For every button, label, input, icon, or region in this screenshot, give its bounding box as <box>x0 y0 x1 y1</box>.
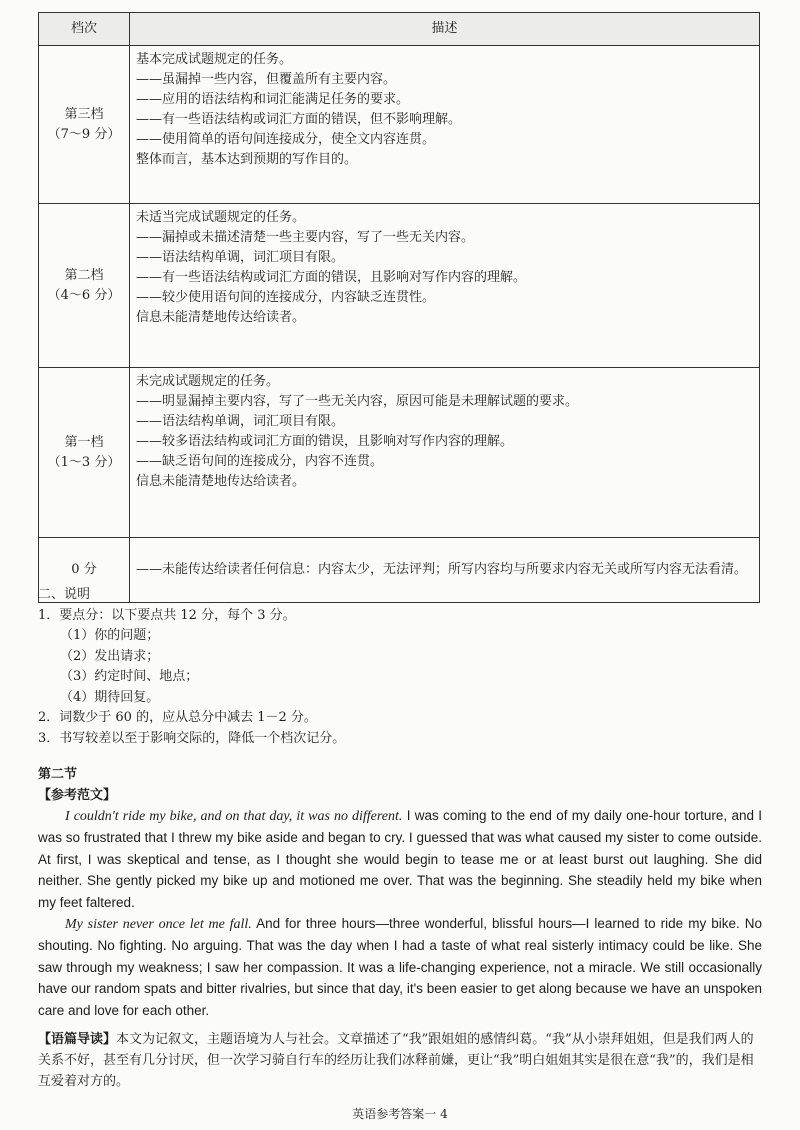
description-cell <box>130 368 760 538</box>
level-name: 第三档 <box>64 106 104 122</box>
description-line: ——使用简单的语句间连接成分，使全文内容连贯。 <box>136 132 436 147</box>
essay-paragraph <box>38 913 762 1021</box>
essay-paragraph <box>38 805 762 913</box>
description-cell <box>130 204 760 368</box>
point-item: （3）约定时间、地点； <box>60 669 199 684</box>
description-line: 未完成试题规定的任务。 <box>136 374 280 389</box>
essay-italic-lead: My sister never once let me fall. <box>65 917 252 933</box>
table-header-row <box>39 13 760 46</box>
header-description: 描述 <box>130 13 760 46</box>
grading-table <box>38 12 760 603</box>
scoring-notes <box>38 585 762 749</box>
description-line: ——应用的语法结构和词汇能满足任务的要求。 <box>136 92 410 107</box>
description-line: ——漏掉或未描述清楚一些主要内容，写了一些无关内容。 <box>136 230 475 245</box>
level-cell <box>39 368 130 538</box>
description-line: ——明显漏掉主要内容，写了一些无关内容，原因可能是未理解试题的要求。 <box>136 394 579 409</box>
point-item: （2）发出请求； <box>60 648 160 664</box>
description-line: ——未能传达给读者任何信息：内容太少，无法评判；所写内容均与所要求内容无关或所写内容无法看清。 <box>136 562 748 577</box>
level-cell <box>39 46 130 204</box>
essay-italic-lead: I couldn't ride my bike, and on that day, it was no different. <box>65 809 403 824</box>
level-cell <box>39 204 130 368</box>
header-level: 档次 <box>39 13 130 46</box>
level-name: 第二档 <box>64 267 104 283</box>
note-item: 2．词数少于 60 的，应从总分中减去 1－2 分。 <box>38 710 317 725</box>
level-name: 第一档 <box>64 434 104 450</box>
description-cell <box>130 46 760 204</box>
description-line: ——语法结构单调，词汇项目有限。 <box>136 250 345 265</box>
description-line: ——虽漏掉一些内容，但覆盖所有主要内容。 <box>136 72 397 87</box>
description-line: ——有一些语法结构或词汇方面的错误，但不影响理解。 <box>136 112 462 127</box>
page-footer: 英语参考答案一 4 <box>352 1107 448 1121</box>
section-title: 第二节 <box>38 767 78 782</box>
point-item: （4）期待回复。 <box>60 689 160 705</box>
level-range: （4～6 分） <box>47 287 121 303</box>
notes-heading: 二、说明 <box>38 587 91 602</box>
description-line: ——语法结构单调，词汇项目有限。 <box>136 414 345 429</box>
guide-text: 本文为记叙文，主题语境为人与社会。文章描述了“我”跟姐姐的感情纠葛。“我”从小崇拜姐姐，但是我们两人的关系不好，甚至有几分讨厌，但一次学习骑自行车的经历让我们冰释前嫌，更让“我”明白姐姐其实是很在意“我”的，我们是相互爱着对方的。 <box>38 1032 754 1089</box>
table-row <box>39 46 760 204</box>
table-row <box>39 204 760 368</box>
description-line: ——缺乏语句间的连接成分，内容不连贯。 <box>136 454 384 469</box>
description-line: ——较多语法结构或词汇方面的错误，且影响对写作内容的理解。 <box>136 434 514 449</box>
description-line: ——较少使用语句间的连接成分，内容缺乏连贯性。 <box>136 290 436 305</box>
level-range: （1～3 分） <box>47 454 121 470</box>
guide-label: 【语篇导读】 <box>38 1032 117 1047</box>
description-line: 基本完成试题规定的任务。 <box>136 52 293 67</box>
table-row <box>39 368 760 538</box>
description-line: 信息未能清楚地传达给读者。 <box>136 310 306 325</box>
essay-text: And for three hours—three wonderful, blissful hours—I learned to ride my bike. No shouting. No fighting. No arguing. That was the day when I had a taste of what real sisterly intimacy could be like. She saw through my weakness; I saw her compassion. It was a life-changing experience, not a miracle. We still occasionally have our random spats and bitter rivalries, but since that day, it's been easier to get along because we have an unspoken care and love for each other. <box>38 916 763 1018</box>
note-item: 1．要点分：以下要点共 12 分，每个 3 分。 <box>38 607 296 623</box>
level-name: 0 分 <box>71 562 97 577</box>
passage-guide <box>38 1029 762 1092</box>
guide-paragraph <box>38 1029 762 1092</box>
description-line: 未适当完成试题规定的任务。 <box>136 210 306 225</box>
description-line: ——有一些语法结构或词汇方面的错误，且影响对写作内容的理解。 <box>136 270 527 285</box>
section-subtitle: 【参考范文】 <box>38 788 117 803</box>
point-item: （1）你的问题； <box>60 628 160 643</box>
note-item: 3．书写较差以至于影响交际的，降低一个档次记分。 <box>38 730 346 746</box>
level-range: （7～9 分） <box>47 126 121 142</box>
description-line: 信息未能清楚地传达给读者。 <box>136 474 306 489</box>
essay-text: I was coming to the end of my daily one-hour torture, and I was so frustrated that I threw my bike aside and began to cry. I guessed that was what caused my sister to come outside. At first, I was skeptical and tense, as I thought she would begin to tease me or at least burst out laughing. She did neither. She gently picked my bike up and motioned me over. That was the beginning. She steadily held my bike when my feet faltered. <box>38 808 763 910</box>
description-line: 整体而言，基本达到预期的写作目的。 <box>136 152 358 167</box>
sample-essay <box>38 805 762 1021</box>
